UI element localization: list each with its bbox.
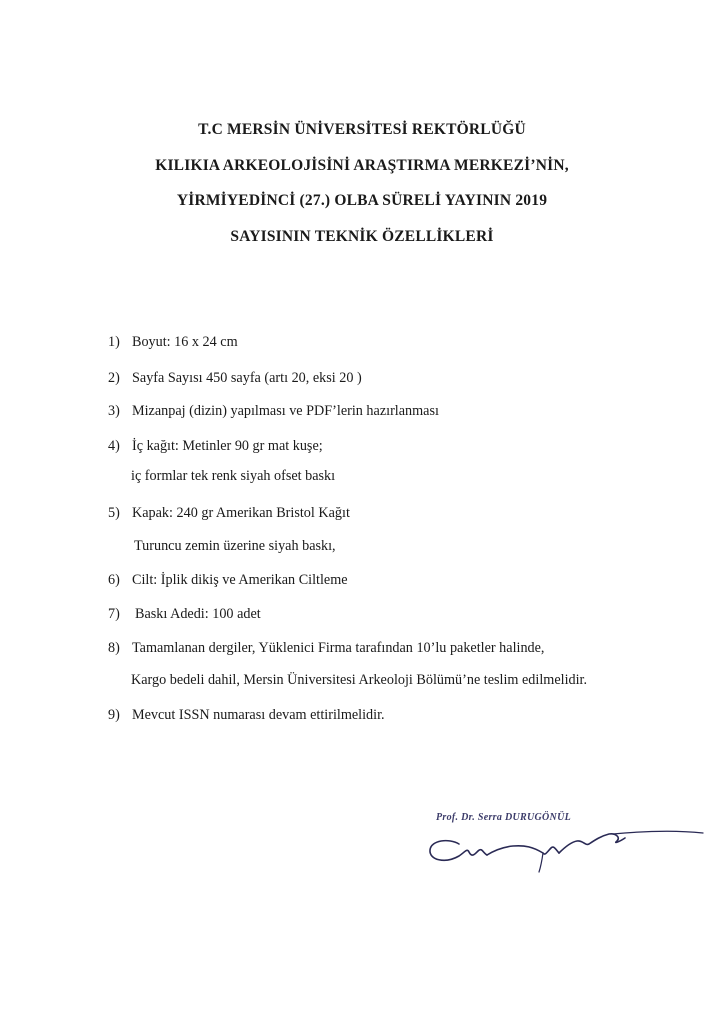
heading-line-3: YİRMİYEDİNCİ (27.) OLBA SÜRELİ YAYININ 2019 <box>176 192 548 209</box>
item-number: 7) <box>108 606 120 622</box>
item-text: Mevcut ISSN numarası devam ettirilmelidir. <box>132 707 385 723</box>
heading-line-1: T.C MERSİN ÜNİVERSİTESİ REKTÖRLÜĞÜ <box>198 121 526 138</box>
item-number: 5) <box>108 505 120 521</box>
item-text: Sayfa Sayısı 450 sayfa (artı 20, eksi 20 ) <box>132 370 362 386</box>
item-number: 9) <box>108 707 120 723</box>
item-text: Baskı Adedi: 100 adet <box>135 606 261 622</box>
item-text: Kapak: 240 gr Amerikan Bristol Kağıt <box>132 505 350 521</box>
item-number: 2) <box>108 370 120 386</box>
item-text: İç kağıt: Metinler 90 gr mat kuşe; <box>132 438 323 454</box>
list-item-8-continuation: Kargo bedeli dahil, Mersin Üniversitesi Arkeoloji Bölümü’ne teslim edilmelidir. <box>131 672 588 688</box>
list-item-7 <box>108 606 261 623</box>
list-item-5-continuation: Turuncu zemin üzerine siyah baskı, <box>134 538 336 554</box>
list-item-2 <box>108 370 362 387</box>
item-text: Tamamlanan dergiler, Yüklenici Firma tarafından 10’lu paketler halinde, <box>132 640 545 656</box>
item-number: 4) <box>108 438 120 454</box>
heading-line-4: SAYISININ TEKNİK ÖZELLİKLERİ <box>230 228 494 245</box>
list-item-9 <box>108 707 385 724</box>
handwritten-signature <box>425 820 705 880</box>
list-item-4 <box>108 438 323 455</box>
item-number: 1) <box>108 334 120 350</box>
item-text: Cilt: İplik dikiş ve Amerikan Ciltleme <box>132 572 348 588</box>
list-item-1 <box>108 334 238 351</box>
signatory-name: Prof. Dr. Serra DURUGÖNÜL <box>436 812 572 823</box>
list-item-4-continuation: iç formlar tek renk siyah ofset baskı <box>131 468 336 484</box>
item-text: Mizanpaj (dizin) yapılması ve PDF’lerin hazırlanması <box>132 403 439 419</box>
list-item-8 <box>108 640 544 657</box>
list-item-3 <box>108 403 439 420</box>
list-item-6 <box>108 572 348 589</box>
list-item-5 <box>108 505 350 522</box>
item-number: 8) <box>108 640 120 656</box>
item-number: 6) <box>108 572 120 588</box>
heading-line-2: KILIKIA ARKEOLOJİSİNİ ARAŞTIRMA MERKEZİ’NİN, <box>155 157 569 174</box>
item-number: 3) <box>108 403 120 419</box>
item-text: Boyut: 16 x 24 cm <box>132 334 238 350</box>
